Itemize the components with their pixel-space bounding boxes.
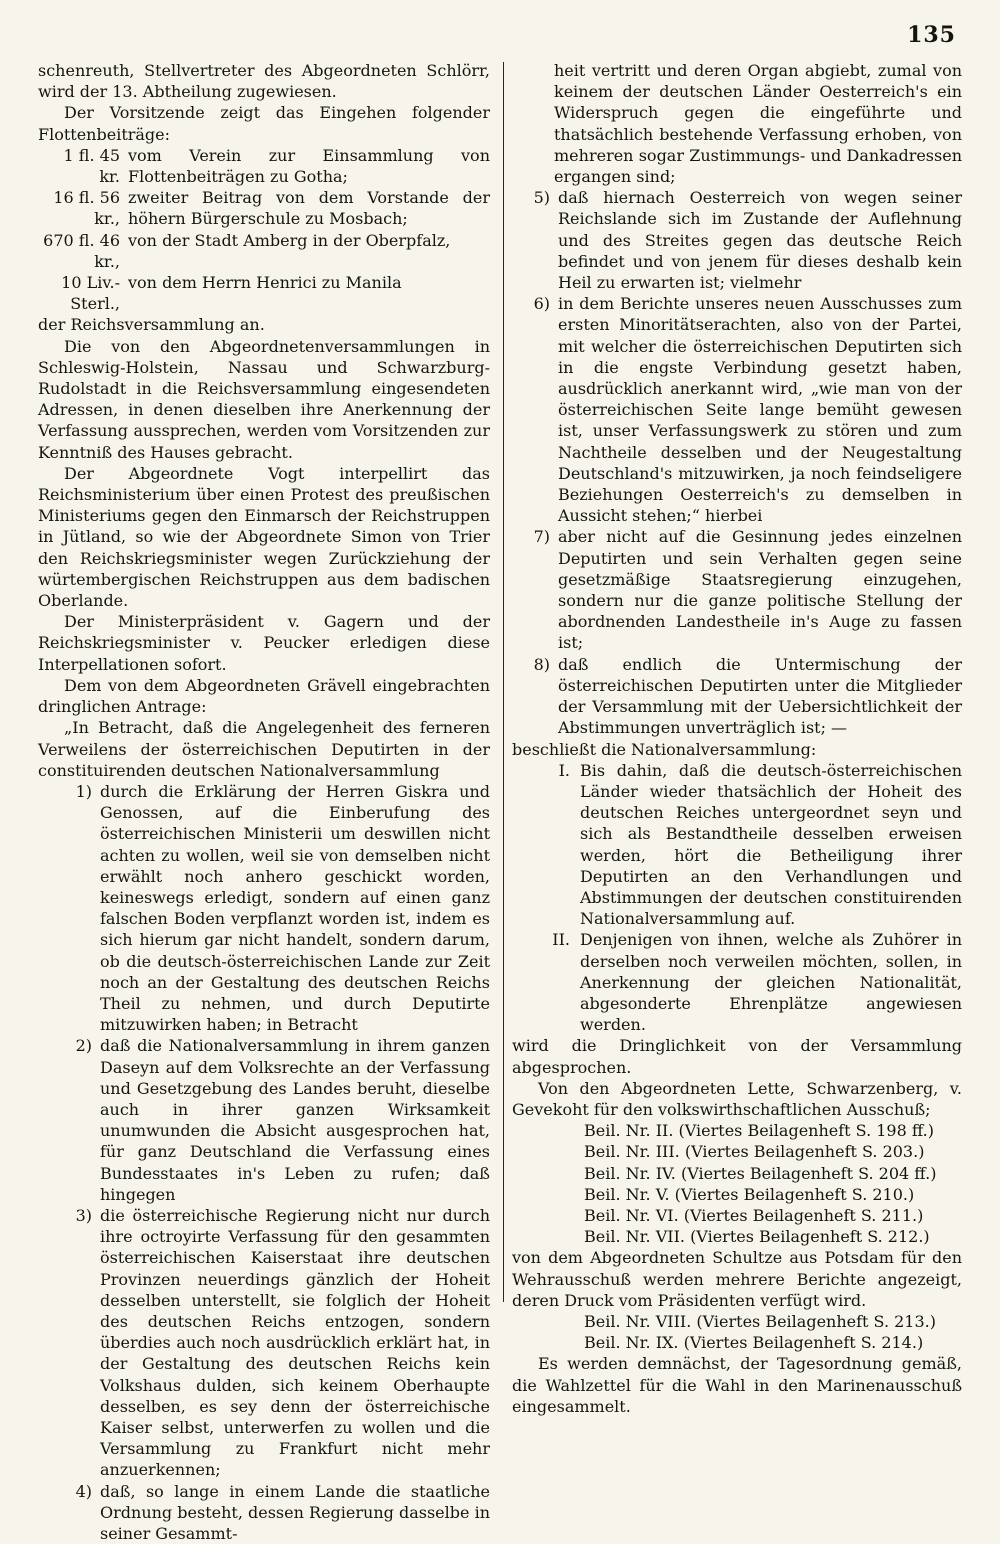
item-text: Bis dahin, daß die deutsch-österreichischen Länder wieder thatsächlich der Hoheit des deutschen Reiches untergeordnet seyn und sich als Bestandtheile desselben erweisen werden, hört die Betheiligung ihrer Deputirten an den Verhandlungen und Abstimmungen der deutschen constituirenden Nationalversammlung auf. — [580, 760, 962, 929]
contribution-amount: 1 fl. 45 kr. — [63, 145, 120, 187]
contribution-amount: 10 Liv.-Sterl., — [61, 273, 120, 314]
paragraph: Der Abgeordnete Vogt interpellirt das Reichsministerium über einen Protest des preußischen Ministeriums gegen den Einmarsch der Reichstruppen in Jütland, so wie der Abgeordnete Simon von Trier den Reichskriegsminister wegen Zurückziehung der würtembergischen Reichstruppen aus dem badischen Oberlande. — [38, 463, 490, 611]
motion-item — [58, 781, 490, 1035]
paragraph: Der Ministerpräsident v. Gagern und der Reichskriegsminister v. Peucker erledigen diese Interpellationen sofort. — [38, 612, 490, 674]
paragraph: Dem von dem Abgeordneten Grävell eingebrachten dringlichen Antrage: — [38, 675, 490, 717]
item-number: 1) — [75, 781, 92, 801]
item-text: durch die Erklärung der Herren Giskra und Genossen, auf die Einberufung des österreichischen Ministerii um deswillen nicht achten zu wollen, weil sie von demselben nicht erwählt noch anhero geschickt worden, keineswegs erledigt, sondern auf einen ganz falschen Boden verpflanzt worden ist, indem es sich hierum gar nicht handelt, sondern darum, ob die deutsch-österreichischen Lande zur Zeit noch an der Gestaltung des deutschen Reichs Theil zu nehmen, und durch Deputirte mitzuwirken haben; in Betracht — [100, 781, 490, 1035]
motion-item — [58, 1205, 490, 1481]
item-text: aber nicht auf die Gesinnung jedes einzelnen Deputirten und sein Verhalten gegen seine gesetzmäßige Staatsregierung einzugehen, sondern nur die ganze politische Stellung der abordnenden Landestheile in's Auge zu fassen ist; — [558, 527, 962, 653]
paragraph: schenreuth, Stellvertreter des Abgeordneten Schlörr, wird der 13. Abtheilung zugewiesen. — [38, 61, 490, 102]
supplement-reference: Beil. Nr. VI. (Viertes Beilagenheft S. 211.) — [584, 1205, 924, 1225]
page-number: 135 — [907, 22, 956, 48]
item-text: daß, so lange in einem Lande die staatliche Ordnung besteht, dessen Regierung dasselbe in seiner Gesammt- — [100, 1481, 490, 1544]
right-column — [512, 60, 962, 1417]
item-number: 4) — [75, 1481, 92, 1501]
motion-intro: „In Betracht, daß die Angelegenheit des ferneren Verweilens der österreichischen Deputirten in der constituirenden deutschen Nationalversammlung — [38, 718, 490, 780]
supplement-reference: Beil. Nr. VIII. (Viertes Beilagenheft S. 213.) — [584, 1311, 936, 1331]
motion-item — [512, 293, 962, 526]
paragraph: der Reichsversammlung an. — [38, 315, 265, 335]
item-text: die österreichische Regierung nicht nur durch ihre octroyirte Verfassung für den gesammten österreichischen Kaiserstaat ihre deutschen Provinzen neuerdings gänzlich der Hoheit desselben unterstellt, sie folglich der Hoheit des deutschen Reichs entzogen, sondern überdies auch noch ausdrücklich erklärt hat, in der Gestaltung des deutschen Reichs kein Volkshaus dulden, sich keinem Oberhaupte desselben, es sey denn der österreichische Kaiser selbst, unterwerfen zu wollen und die Versammlung zu Frankfurt nicht mehr anzuerkennen; — [100, 1205, 490, 1480]
item-text: daß endlich die Untermischung der österreichischen Deputirten unter die Mitglieder der Versammlung mit der Uebersichtlichkeit der Abstimmungen unverträglich ist; — — [558, 654, 962, 738]
item-text: daß die Nationalversammlung in ihrem ganzen Daseyn auf dem Volksrechte an der Verfassung und Gesetzgebung des Landes beruht, dieselbe auch in ihrer ganzen Wirksamkeit unumwunden die Absicht ausgesprochen hat, für ganz Deutschland die Verfassung eines Bundesstaates in's Leben zu rufen; daß hingegen — [100, 1036, 490, 1204]
item-number: 8) — [533, 654, 550, 674]
contribution-amount: 16 fl. 56 kr., — [53, 188, 120, 229]
contribution-text: zweiter Beitrag von dem Vorstande der höhern Bürgerschule zu Mosbach; — [128, 188, 490, 229]
paragraph: von dem Abgeordneten Schultze aus Potsdam für den Wehrausschuß werden mehrere Berichte angezeigt, deren Druck vom Präsidenten verfügt wird. — [512, 1248, 962, 1310]
supplement-list — [512, 1120, 962, 1247]
contribution-text: von der Stadt Amberg in der Oberpfalz, — [128, 230, 451, 250]
item-text: Denjenigen von ihnen, welche als Zuhörer in derselben noch verweilen möchten, sollen, in Anerkennung der gleichen Nationalität, abgesonderte Ehrenplätze angewiesen werden. — [580, 930, 962, 1035]
item-number: 3) — [75, 1205, 92, 1225]
supplement-list — [512, 1311, 962, 1353]
resolution-item — [512, 760, 962, 930]
supplement-reference: Beil. Nr. III. (Viertes Beilagenheft S. 203.) — [584, 1142, 925, 1162]
item-number: 2) — [75, 1036, 92, 1056]
item-number: II. — [552, 930, 570, 950]
supplement-reference: Beil. Nr. VII. (Viertes Beilagenheft S. 212.) — [584, 1227, 930, 1247]
resolution-item — [512, 929, 962, 1035]
supplement-reference: Beil. Nr. II. (Viertes Beilagenheft S. 198 ff.) — [584, 1121, 934, 1141]
supplement-reference: Beil. Nr. IV. (Viertes Beilagenheft S. 204 ff.) — [584, 1163, 937, 1183]
resolution-heading: beschließt die Nationalversammlung: — [512, 739, 817, 759]
paragraph: wird die Dringlichkeit von der Versammlung abgesprochen. — [512, 1036, 962, 1077]
item-text: in dem Berichte unseres neuen Ausschusses zum ersten Minoritätserachten, also von der Partei, mit welcher die österreichischen Deputirten sich in die engste Verbindung gesetzt haben, ausdrücklich anerkannt wird, „wie man von der österreichischen Seite lange bemüht gewesen ist, unser Verfassungswerk zu stören und zum Nachtheile desselben und der Neugestaltung Deutschland's mitzuwirken, ja noch feindseligere Beziehungen Oesterreich's zu demselben in Aussicht stehen;“ hierbei — [558, 294, 962, 526]
paragraph: Es werden demnächst, der Tagesordnung gemäß, die Wahlzettel für die Wahl in den Marinenausschuß eingesammelt. — [512, 1354, 962, 1416]
contribution-amount: 670 fl. 46 kr., — [43, 230, 120, 271]
contribution-item — [38, 187, 490, 229]
item-number: 7) — [533, 527, 550, 547]
contribution-item — [38, 145, 490, 187]
motion-item — [512, 526, 962, 653]
item-number: 5) — [533, 188, 550, 208]
motion-item — [58, 1481, 490, 1544]
supplement-reference: Beil. Nr. IX. (Viertes Beilagenheft S. 214.) — [584, 1333, 924, 1353]
paragraph: Der Vorsitzende zeigt das Eingehen folgender Flottenbeiträge: — [38, 103, 490, 144]
paragraph-continuation: heit vertritt und deren Organ abgiebt, zumal von keinem der deutschen Länder Oesterreich's ein Widerspruch gegen die eingeführte und thatsächlich bestehende Verfassung erhoben, von mehreren sogar Zustimmungs- und Dankadressen ergangen sind; — [554, 61, 962, 187]
left-column — [38, 60, 490, 1544]
contribution-item — [38, 230, 490, 272]
item-number: 6) — [533, 294, 550, 314]
contribution-text: von dem Herrn Henrici zu Manila — [128, 273, 402, 293]
motion-item — [512, 654, 962, 739]
item-text: daß hiernach Oesterreich von wegen seiner Reichslande sich im Zustande der Auflehnung und des Streites gegen das deutsche Reich befindet und von jenem für dieses deshalb kein Heil zu erwarten ist; vielmehr — [558, 188, 962, 293]
contribution-item — [38, 272, 490, 314]
contribution-text: vom Verein zur Einsammlung von Flottenbeiträgen zu Gotha; — [128, 145, 490, 187]
item-number: I. — [558, 760, 570, 780]
motion-item — [512, 187, 962, 293]
paragraph: Von den Abgeordneten Lette, Schwarzenberg, v. Gevekoht für den volkswirthschaftlichen Ausschuß; — [512, 1078, 962, 1119]
paragraph: Die von den Abgeordnetenversammlungen in Schleswig-Holstein, Nassau und Schwarzburg-Rudolstadt in die Reichsversammlung eingesendeten Adressen, in denen dieselben ihre Anerkennung der Verfassung aussprechen, werden vom Vorsitzenden zur Kenntniß des Hauses gebracht. — [38, 336, 490, 462]
contribution-list — [38, 145, 490, 315]
supplement-reference: Beil. Nr. V. (Viertes Beilagenheft S. 210.) — [584, 1184, 915, 1204]
column-divider — [503, 62, 504, 1302]
motion-item — [58, 1035, 490, 1205]
